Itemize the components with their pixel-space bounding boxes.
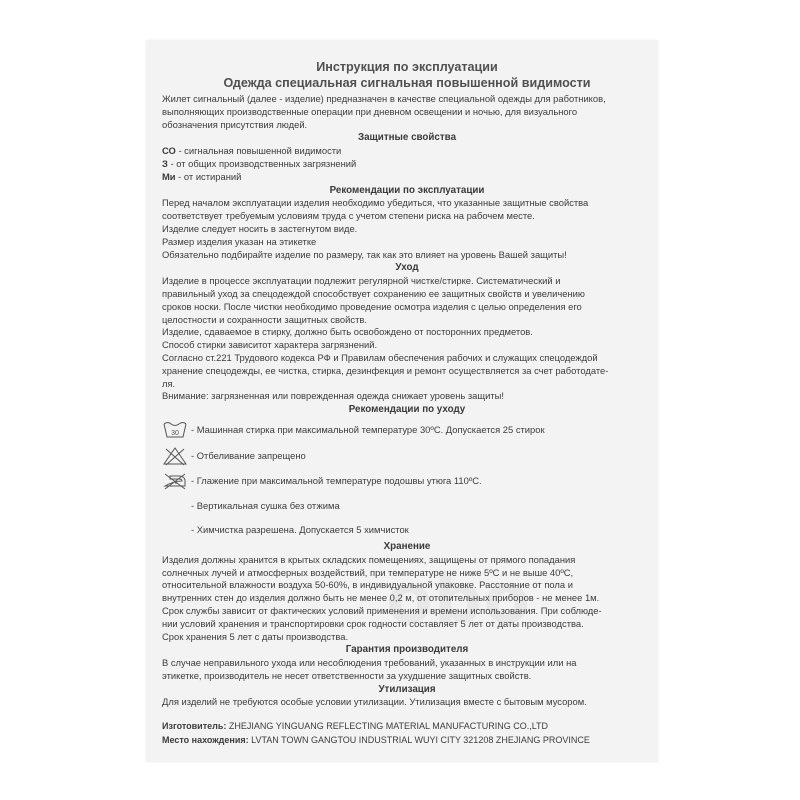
dry-clean-icon bbox=[162, 520, 188, 540]
usage-line: Размер изделия указан на этикетке bbox=[162, 235, 317, 247]
care-symbol-row bbox=[162, 496, 652, 516]
storage-line: солнечных лучей и атмосферных воздействий, при температуре не ниже 5ºС и не выше 40ºС, bbox=[162, 566, 574, 578]
disposal-text bbox=[162, 696, 652, 709]
disposal-line: Для изделий не требуются особые условии утилизации. Утилизация вместе с бытовым мусором. bbox=[162, 696, 587, 708]
care-line: целостности и сохранности защитных свойств. bbox=[162, 313, 367, 325]
section-heading-disposal: Утилизация bbox=[378, 683, 436, 695]
warranty-text bbox=[162, 657, 652, 683]
storage-line: Изделия должны хранится в крытых складских помещениях, защищены от прямого попадания bbox=[162, 553, 576, 565]
protective-code: Ми bbox=[162, 170, 176, 182]
intro-line: обозначения присутствия людей. bbox=[162, 118, 308, 130]
care-line: ля. bbox=[162, 377, 176, 389]
care-symbol-text: - Машинная стирка при максимальной температуре 30ºС. Допускается 25 стирок bbox=[191, 423, 545, 435]
intro-line: Жилет сигнальный (далее - изделие) предназначен в качестве специальной одежды для работников, bbox=[162, 93, 606, 104]
storage-line: Срок хранения 5 лет с даты производства. bbox=[162, 630, 349, 642]
care-symbol-row bbox=[162, 471, 652, 491]
protective-text: - сигнальная повышенной видимости bbox=[175, 145, 342, 157]
care-text bbox=[162, 275, 652, 403]
protective-text: - от истираний bbox=[175, 170, 242, 182]
care-symbol-text: - Отбеливание запрещено bbox=[191, 449, 306, 461]
no-bleach-icon bbox=[162, 446, 188, 466]
protective-code: З bbox=[162, 157, 168, 169]
care-line: правильный уход за спецодеждой способствует сохранению ее защитных свойств и увеличению bbox=[162, 287, 585, 299]
location-line bbox=[162, 733, 652, 747]
iron-110-icon bbox=[162, 471, 188, 491]
protective-code: СО bbox=[162, 145, 176, 157]
wash-30-icon bbox=[162, 420, 188, 440]
warranty-line: В случае неправильного ухода или несоблюдения требований, указанных в инструкции или на bbox=[162, 657, 577, 669]
protective-item bbox=[162, 171, 652, 184]
intro-line: выполняющих производственные операции при дневном освещении и ночью, для визуального bbox=[162, 105, 578, 117]
care-symbol-text: - Химчистка разрешена. Допускается 5 химчисток bbox=[191, 523, 409, 535]
care-symbols-list bbox=[162, 420, 652, 540]
section-heading-care-recs: Рекомендации по уходу bbox=[348, 404, 466, 416]
manufacturer-line bbox=[162, 719, 652, 733]
document-subtitle: Одежда специальная сигнальная повышенной видимости bbox=[223, 76, 591, 90]
document-title: Инструкция по эксплуатации bbox=[316, 60, 498, 74]
storage-text bbox=[162, 554, 652, 644]
care-symbol-text: - Вертикальная сушка без отжима bbox=[191, 499, 340, 511]
instruction-sheet bbox=[146, 40, 658, 762]
usage-line: соответствует требуемым условиям труда с учетом степени риска на рабочем месте. bbox=[162, 210, 535, 222]
care-symbol-row bbox=[162, 446, 652, 466]
storage-line: Срок службы зависит от фактических условий применения и времени использования. При соблюде- bbox=[162, 604, 602, 616]
section-heading-storage: Хранение bbox=[383, 540, 431, 552]
section-heading-care: Уход bbox=[395, 262, 419, 274]
warranty-line: этикетке, производитель не несет ответственности за ухудшение защитных свойств. bbox=[162, 669, 532, 681]
intro-text bbox=[162, 93, 652, 131]
wash-temperature: 30 bbox=[171, 429, 179, 437]
location-value: LVTAN TOWN GANGTOU INDUSTRIAL WUYI CITY 321208 ZHEJIANG PROVINCE bbox=[248, 735, 590, 746]
care-line: Внимание: загрязненная или поврежденная одежда снижает уровень защиты! bbox=[162, 390, 504, 402]
care-line: Способ стирки зависитот характера загрязнений. bbox=[162, 339, 378, 351]
care-symbol-text: - Глажение при максимальной температуре подошвы утюга 110ºС. bbox=[191, 474, 482, 486]
protective-list bbox=[162, 145, 652, 183]
care-line: Согласно ст.221 Трудового кодекса РФ и Правилам обеспечения рабочих и служащих спецодеждой bbox=[162, 351, 598, 363]
care-line: Изделие в процессе эксплуатации подлежит регулярной чистке/стирке. Систематический и bbox=[162, 275, 561, 287]
protective-item bbox=[162, 158, 652, 171]
manufacturer-value: ZHEJIANG YINGUANG REFLECTING MATERIAL MANUFACTURING CO.,LTD bbox=[226, 721, 549, 732]
storage-line: внутренних стен до изделия должно быть не менее 0,2 м, от отопительных приборов - не менее 1м. bbox=[162, 592, 600, 604]
section-heading-protective: Защитные свойства bbox=[357, 132, 457, 144]
sheet-content bbox=[162, 60, 652, 747]
storage-line: относительной влажности воздуха 50-60%, в индивидуальной упаковке. Расстояние от пола и bbox=[162, 579, 573, 591]
care-line: Изделие, сдаваемое в стирку, должно быть освобождено от посторонних предметов. bbox=[162, 326, 533, 338]
manufacturer-block bbox=[162, 719, 652, 747]
protective-text: - от общих производственных загрязнений bbox=[167, 157, 357, 169]
section-heading-usage: Рекомендации по эксплуатации bbox=[329, 184, 485, 196]
section-heading-warranty: Гарантия производителя bbox=[345, 644, 469, 656]
care-line: сроков носки. После чистки необходимо проведение осмотра изделия с целью определения его bbox=[162, 300, 582, 312]
care-line: хранение спецодежды, ее чистка, стирка, дезинфекция и ремонт осуществляется за счет работодате- bbox=[162, 364, 609, 376]
protective-item bbox=[162, 145, 652, 158]
usage-line: Перед началом эксплуатации изделия необходимо убедиться, что указанные защитные свойства bbox=[162, 197, 589, 209]
usage-line: Обязательно подбирайте изделие по размеру, так как это влияет на уровень Вашей защиты! bbox=[162, 248, 567, 260]
usage-line: Изделие следует носить в застегнутом виде. bbox=[162, 222, 358, 234]
care-symbol-row bbox=[162, 520, 652, 540]
care-symbol-row bbox=[162, 420, 652, 440]
storage-line: нии условий хранения и транспортировки срок годности составляет 5 лет от даты производства. bbox=[162, 617, 584, 629]
location-label: Место нахождения: bbox=[162, 735, 249, 746]
line-dry-icon bbox=[162, 496, 188, 516]
usage-text bbox=[162, 197, 652, 261]
manufacturer-label: Изготовитель: bbox=[162, 721, 227, 732]
